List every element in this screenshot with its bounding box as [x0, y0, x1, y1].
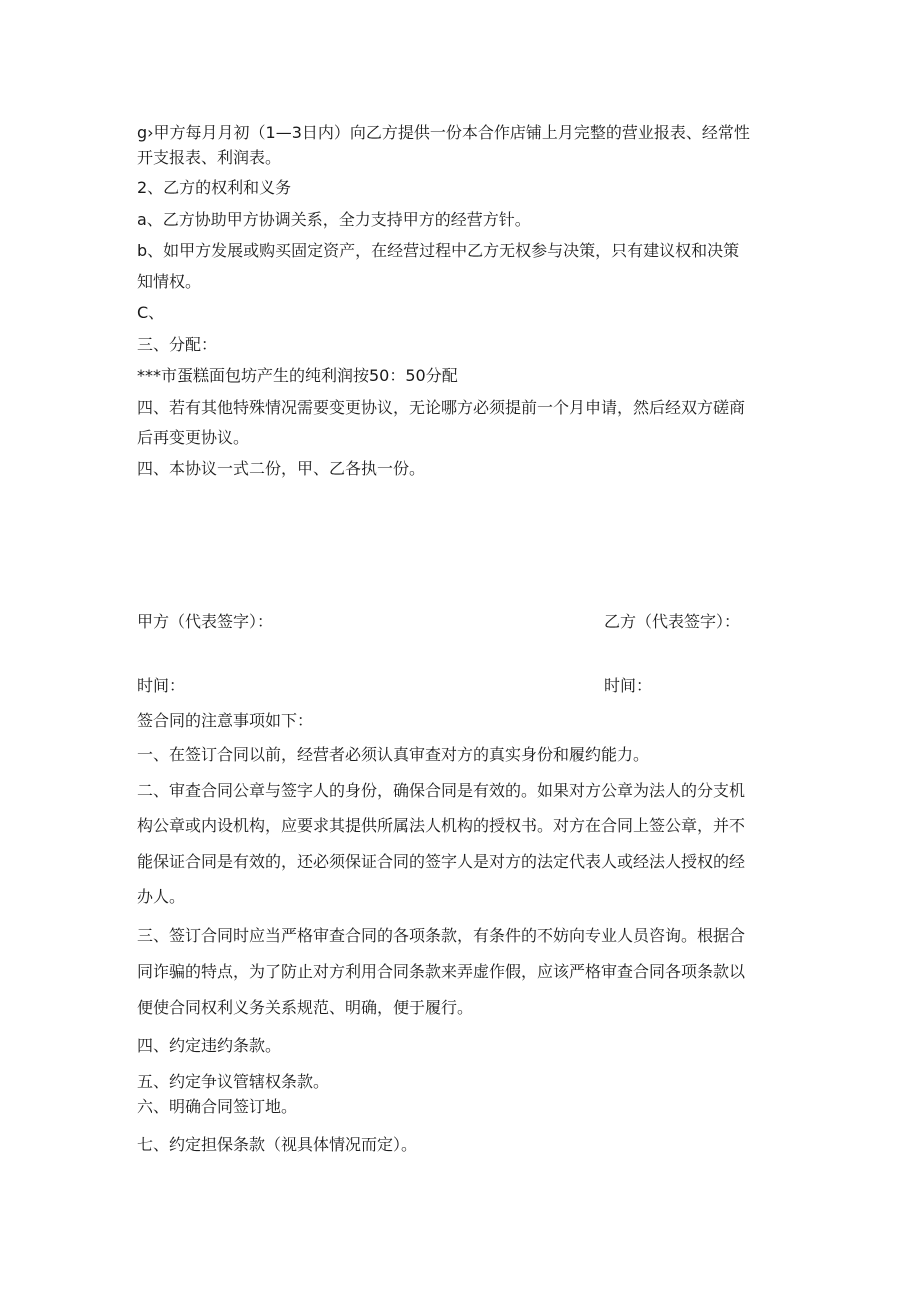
note-text-line: 一、在签订合同以前，经营者必须认真审查对方的真实身份和履约能力。: [137, 745, 650, 764]
notes-heading: 签合同的注意事项如下：: [137, 711, 314, 730]
note-text-line: 六、明确合同签订地。: [137, 1097, 298, 1116]
clause-text-line: C、: [137, 303, 165, 322]
party-a-time-label: 时间：: [137, 676, 186, 695]
note-text-line: 三、签订合同时应当严格审查合同的各项条款，有条件的不妨向专业人员咨询。根据合: [137, 926, 746, 945]
section-heading: 2、乙方的权利和义务: [137, 178, 292, 197]
party-b-signature-label: 乙方（代表签字）：: [604, 612, 741, 631]
clause-text-line: b、如甲方发展或购买固定资产，在经营过程中乙方无权参与决策，只有建议权和决策: [137, 241, 740, 260]
clause-text-line: 四、若有其他特殊情况需要变更协议，无论哪方必须提前一个月申请，然后经双方磋商: [137, 398, 746, 417]
clause-text-line: a、乙方协助甲方协调关系，全力支持甲方的经营方针。: [137, 210, 531, 229]
clause-text-line: 知情权。: [137, 272, 202, 291]
note-text-line: 四、约定违约条款。: [137, 1036, 282, 1055]
clause-text-line: ***市蛋糕面包坊产生的纯利润按50：50分配: [137, 366, 458, 385]
note-text-line: 能保证合同是有效的，还必须保证合同的签字人是对方的法定代表人或经法人授权的经: [137, 852, 746, 871]
note-text-line: 构公章或内设机构，应要求其提供所属法人机构的授权书。对方在合同上签公章，并不: [137, 816, 746, 835]
clause-text-line: 后再变更协议。: [137, 428, 250, 447]
party-a-signature-label: 甲方（代表签字）：: [137, 612, 274, 631]
clause-text-line: 开支报表、利润表。: [137, 148, 282, 167]
note-text-line: 办人。: [137, 887, 186, 906]
party-b-time-label: 时间：: [604, 676, 653, 695]
clause-text-line: g›甲方每月月初（1—3日内）向乙方提供一份本合作店铺上月完整的营业报表、经常性: [137, 123, 750, 142]
clause-text-line: 四、本协议一式二份，甲、乙各执一份。: [137, 459, 426, 478]
section-heading: 三、分配：: [137, 335, 218, 354]
note-text-line: 便使合同权利义务关系规范、明确，便于履行。: [137, 998, 474, 1017]
note-text-line: 五、约定争议管辖权条款。: [137, 1072, 330, 1091]
note-text-line: 七、约定担保条款（视具体情况而定）。: [137, 1135, 418, 1154]
note-text-line: 同诈骗的特点，为了防止对方利用合同条款来弄虚作假，应该严格审查合同各项条款以: [137, 962, 746, 981]
note-text-line: 二、审查合同公章与签字人的身份，确保合同是有效的。如果对方公章为法人的分支机: [137, 781, 746, 800]
